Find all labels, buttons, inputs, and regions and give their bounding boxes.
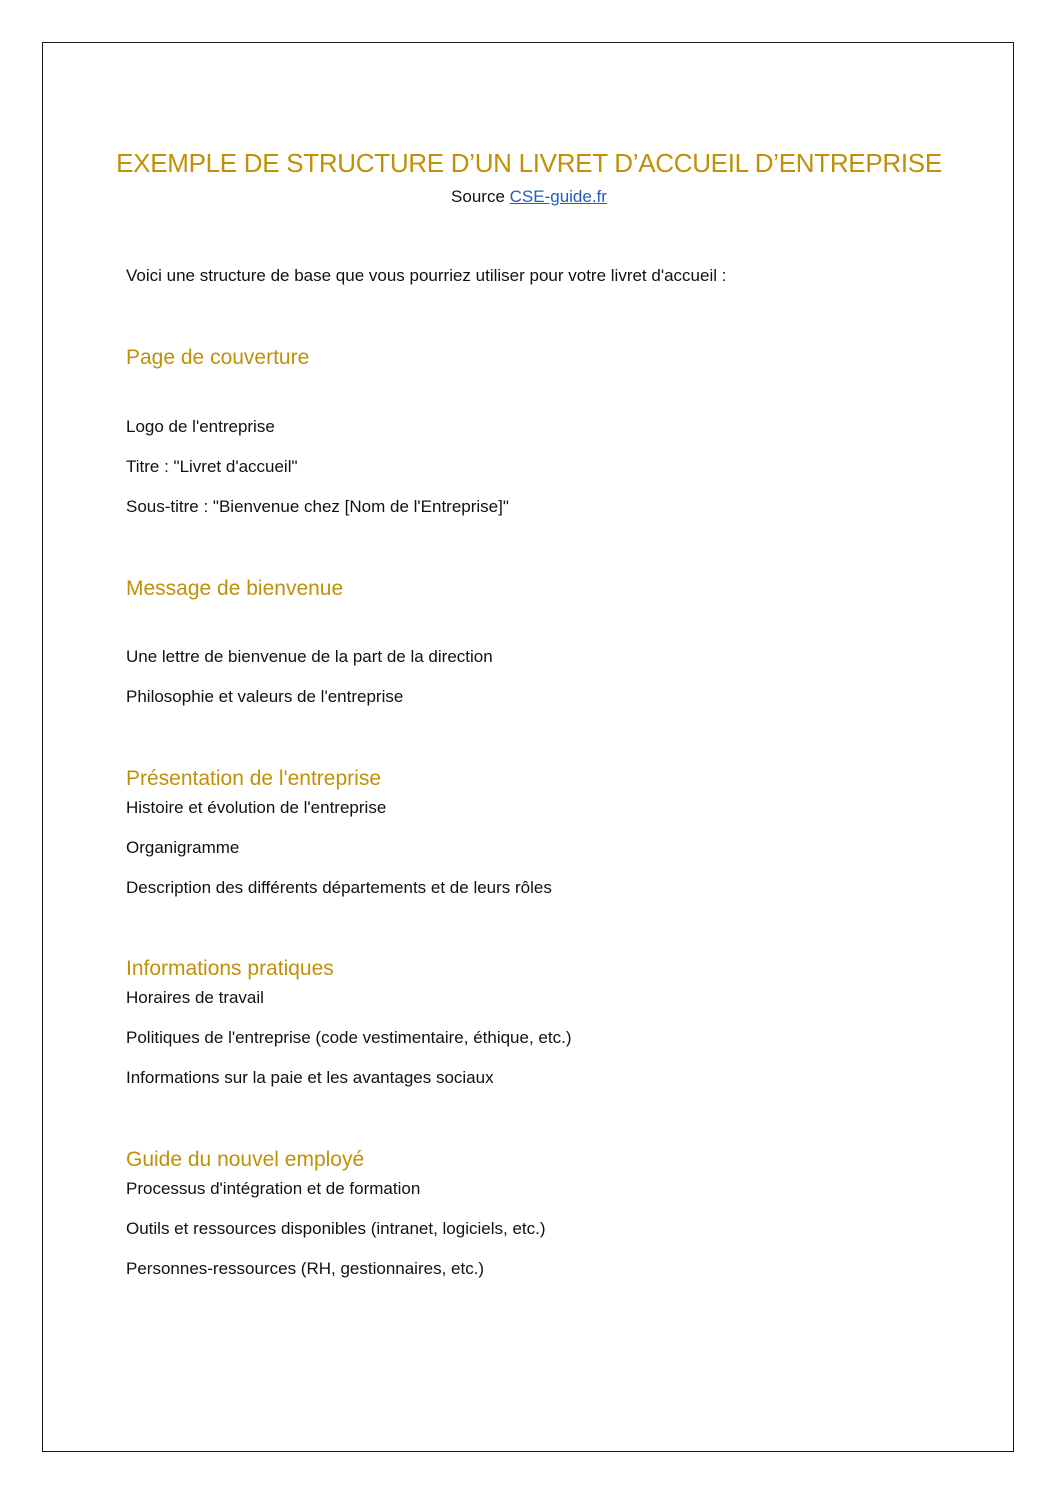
list-item: Politiques de l'entreprise (code vestimentaire, éthique, etc.) [126,1028,572,1047]
list-item: Histoire et évolution de l'entreprise [126,798,387,817]
list-item: Organigramme [126,838,240,857]
section-heading-guide-nouvel-employe: Guide du nouvel employé [126,1148,365,1171]
source-prefix: Source [451,187,510,206]
section-heading-informations-pratiques: Informations pratiques [126,957,334,980]
list-item: Description des différents départements et de leurs rôles [126,878,552,897]
list-item: Informations sur la paie et les avantages sociaux [126,1068,494,1087]
document-title: EXEMPLE DE STRUCTURE D’UN LIVRET D’ACCUEIL D’ENTREPRISE [116,148,942,178]
source-line [0,187,1058,207]
list-item: Titre : "Livret d'accueil" [126,457,298,476]
list-item: Outils et ressources disponibles (intranet, logiciels, etc.) [126,1219,546,1238]
list-item: Horaires de travail [126,988,264,1007]
section-heading-presentation: Présentation de l'entreprise [126,767,381,790]
section-heading-page-de-couverture: Page de couverture [126,346,310,369]
section-heading-message-de-bienvenue: Message de bienvenue [126,577,344,600]
list-item: Philosophie et valeurs de l'entreprise [126,687,404,706]
source-link[interactable]: CSE-guide.fr [509,187,607,206]
list-item: Processus d'intégration et de formation [126,1179,421,1198]
list-item: Logo de l'entreprise [126,417,275,436]
page-border [42,42,1014,1452]
list-item: Sous-titre : "Bienvenue chez [Nom de l'Entreprise]" [126,497,509,516]
intro-paragraph: Voici une structure de base que vous pourriez utiliser pour votre livret d'accueil : [126,266,727,285]
list-item: Personnes-ressources (RH, gestionnaires, etc.) [126,1259,485,1278]
list-item: Une lettre de bienvenue de la part de la direction [126,647,493,666]
